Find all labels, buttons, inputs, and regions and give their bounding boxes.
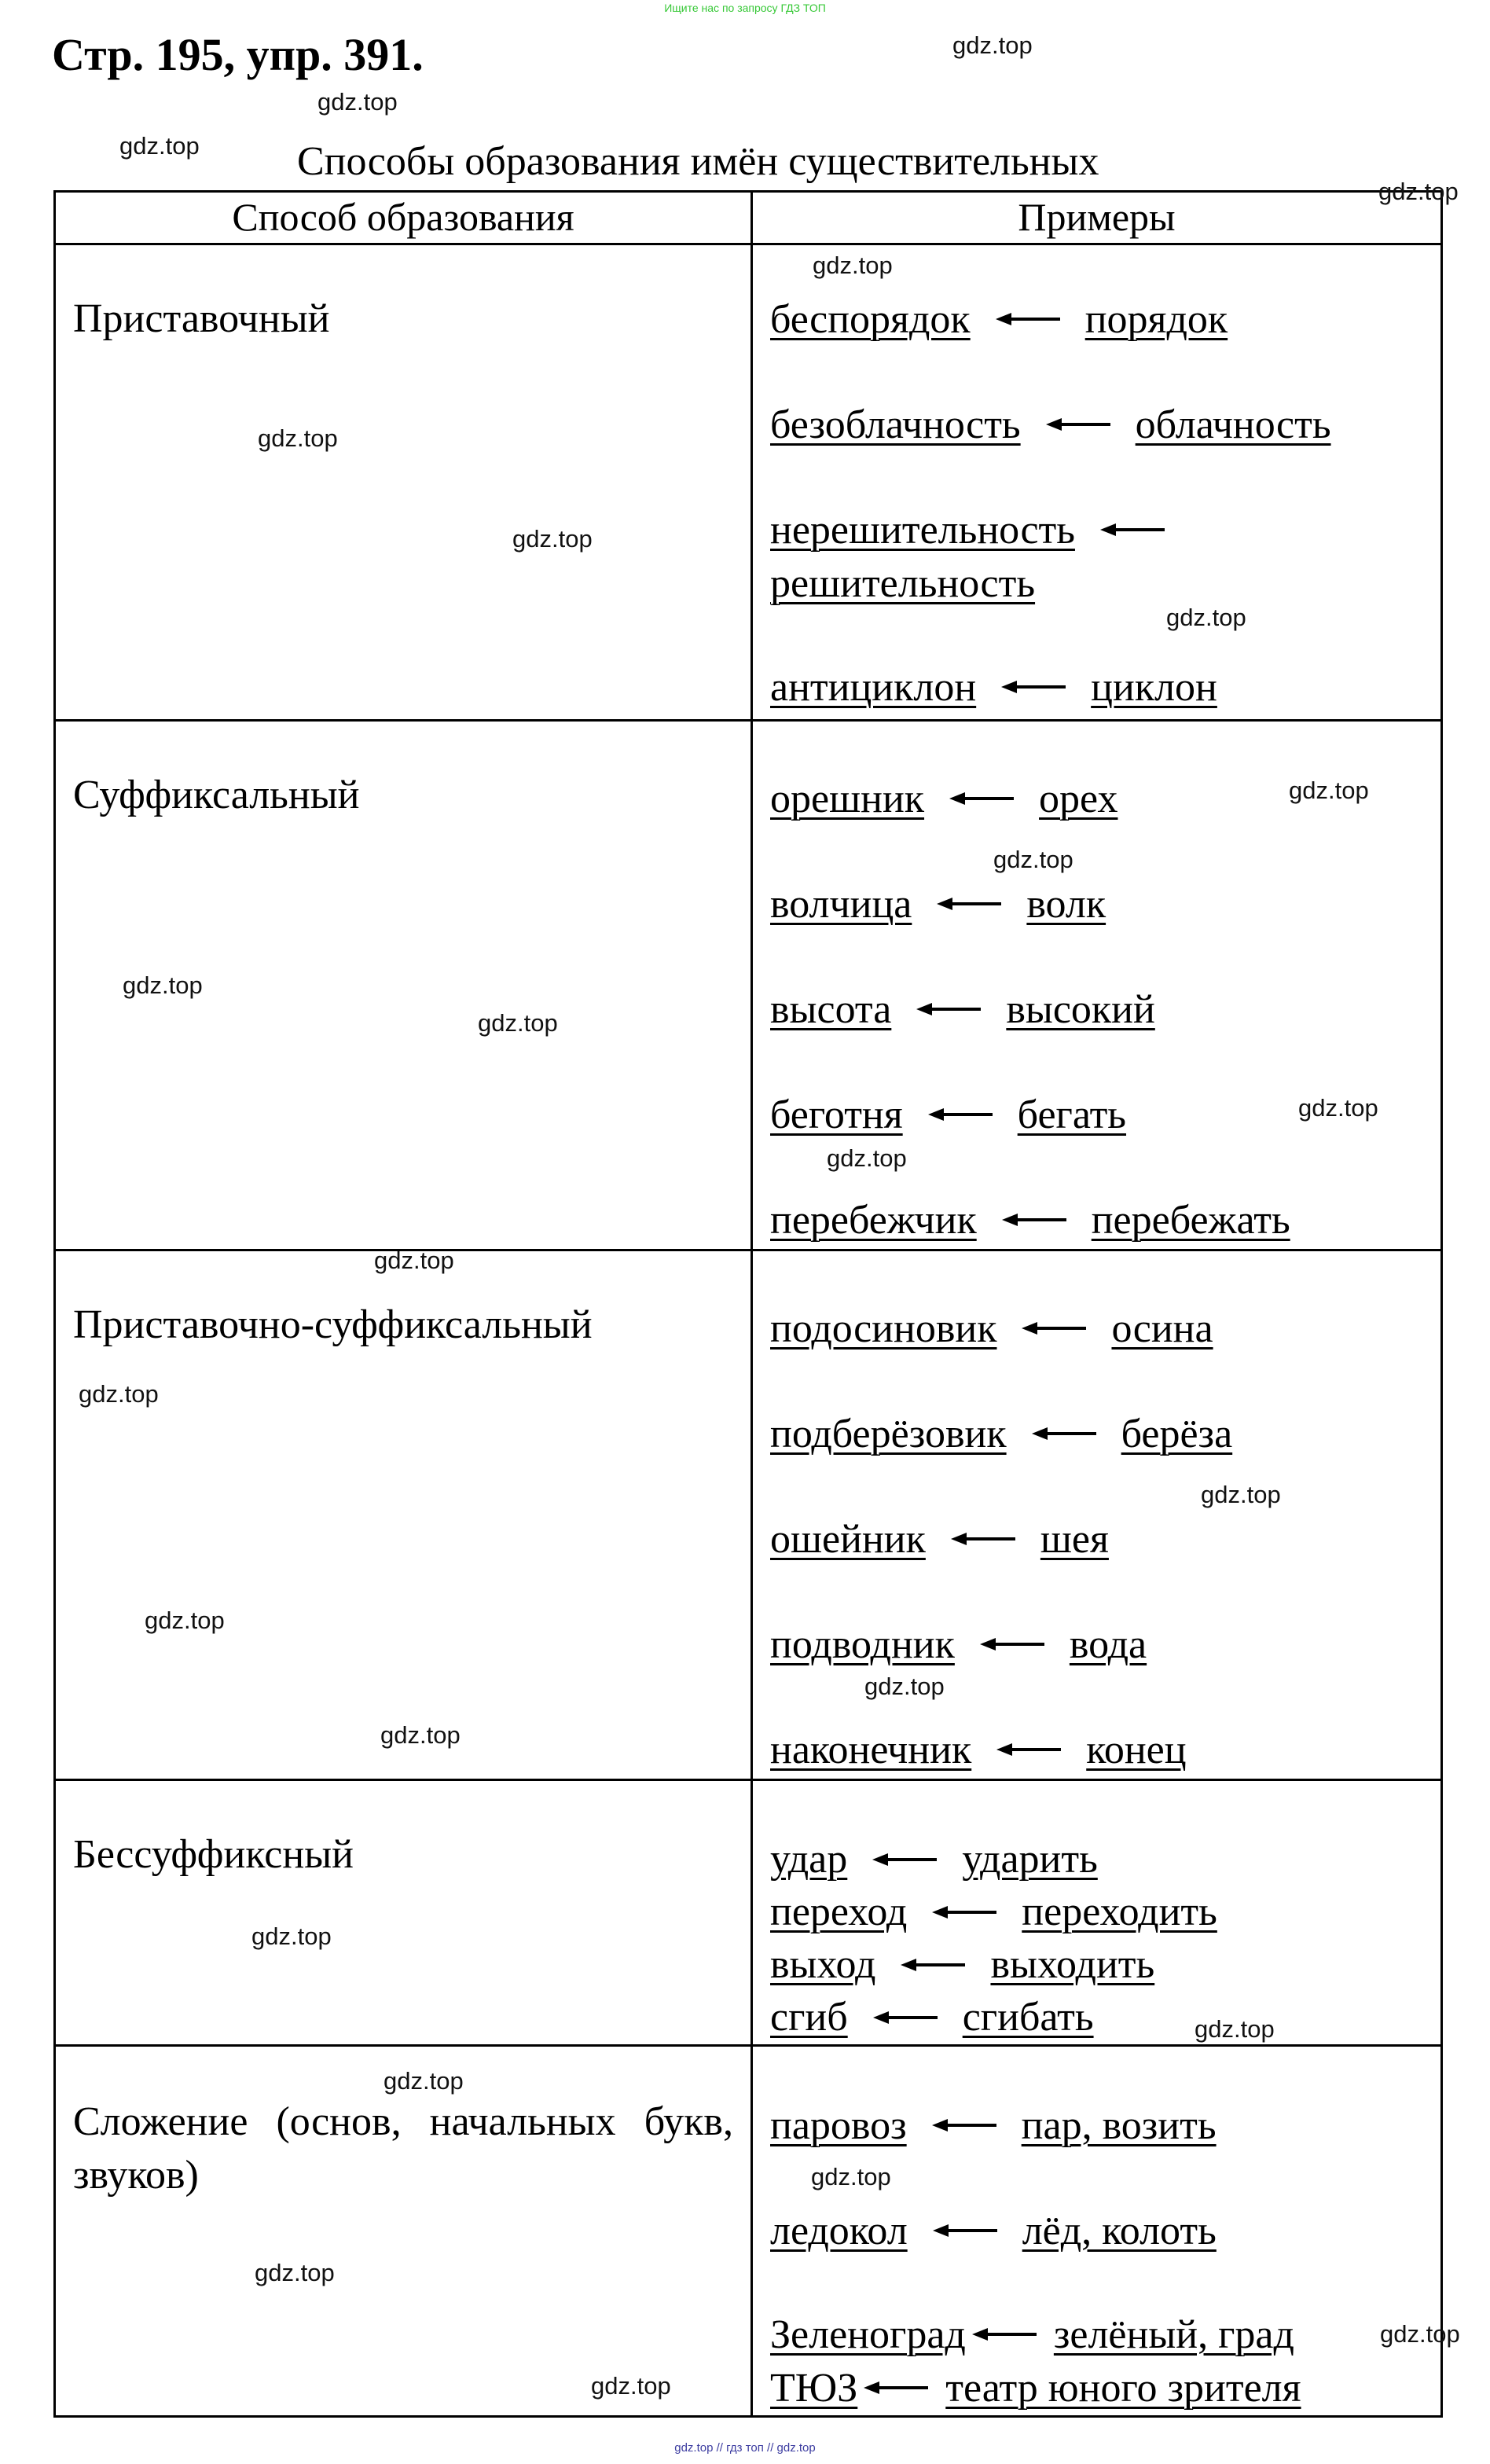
source-word: пар, возить: [1021, 2102, 1217, 2148]
arrow-left-icon: [933, 2223, 997, 2238]
source-word: бегать: [1017, 1092, 1127, 1137]
example-item: [770, 292, 1425, 346]
example-item: [770, 1407, 1425, 1460]
source-word: орех: [1039, 776, 1118, 821]
word-formation-table: [53, 190, 1443, 2418]
example-item: [770, 1886, 1425, 1938]
example-item: [770, 1833, 1425, 1886]
watermark: gdz.top: [79, 1380, 159, 1408]
example-item: [770, 2099, 1425, 2152]
arrow-left-icon: [972, 2326, 1037, 2342]
example-item: [770, 2308, 1425, 2361]
examples-cell: [752, 1780, 1442, 2046]
arrow-left-icon: [980, 1636, 1044, 1652]
table-row: [55, 1250, 1442, 1780]
watermark: gdz.top: [478, 1009, 558, 1037]
watermark: gdz.top: [374, 1247, 454, 1274]
derived-word: нерешительность: [770, 507, 1075, 553]
table-row: [55, 2046, 1442, 2417]
source-word: конец: [1086, 1727, 1187, 1772]
table-row: [55, 721, 1442, 1250]
example-item: [770, 1723, 1425, 1776]
derived-word: антициклон: [770, 664, 977, 710]
source-word: решительность: [770, 560, 1036, 606]
watermark: gdz.top: [864, 1673, 945, 1700]
watermark: gdz.top: [1166, 604, 1246, 631]
derived-word: сгиб: [770, 1995, 848, 2040]
watermark: gdz.top: [1195, 2015, 1275, 2043]
source-word: сгибать: [962, 1995, 1094, 2040]
watermark: gdz.top: [1201, 1481, 1281, 1508]
arrow-left-icon: [1100, 522, 1165, 538]
table-header-row: [55, 192, 1442, 244]
arrow-left-icon: [872, 1852, 937, 1867]
example-item: [770, 1512, 1425, 1566]
source-word: порядок: [1084, 296, 1228, 342]
arrow-left-icon: [1046, 417, 1110, 432]
derived-word: беготня: [770, 1092, 903, 1137]
source-word: осина: [1111, 1305, 1213, 1351]
exercise-heading: Стр. 195, упр. 391.: [52, 29, 424, 80]
method-cell: [55, 1780, 752, 2046]
source-word: ударить: [962, 1837, 1098, 1882]
source-word: переходить: [1022, 1889, 1217, 1934]
watermark: gdz.top: [255, 2259, 335, 2286]
derived-word: беспорядок: [770, 296, 971, 342]
watermark: gdz.top: [1380, 2320, 1460, 2348]
col-header-method: Способ образования: [55, 192, 752, 244]
derived-word: перебежчик: [770, 1197, 977, 1243]
arrow-left-icon: [916, 1001, 981, 1017]
watermark: gdz.top: [591, 2372, 671, 2400]
derived-word: паровоз: [770, 2102, 907, 2148]
arrow-left-icon: [1002, 1212, 1066, 1228]
source-word: вода: [1069, 1621, 1147, 1667]
example-item: [770, 660, 1425, 714]
derived-word: наконечник: [770, 1727, 972, 1772]
watermark: gdz.top: [251, 1922, 332, 1950]
example-continuation: [770, 556, 1425, 610]
derived-word: подберёзовик: [770, 1411, 1007, 1456]
table-row: [55, 244, 1442, 721]
arrow-left-icon: [901, 1957, 965, 1973]
examples-cell: [752, 1250, 1442, 1780]
derived-word: подводник: [770, 1621, 955, 1667]
derived-word: подосиновик: [770, 1305, 997, 1351]
watermark: gdz.top: [1289, 777, 1369, 804]
watermark: gdz.top: [512, 525, 593, 553]
example-item: [770, 1193, 1425, 1247]
derived-word: Зеленоград: [770, 2312, 966, 2357]
arrow-left-icon: [873, 2010, 938, 2025]
source-word: облачность: [1135, 402, 1331, 447]
arrow-left-icon: [951, 1531, 1015, 1547]
source-word: циклон: [1091, 664, 1217, 710]
example-item: [770, 877, 1425, 931]
arrow-left-icon: [937, 896, 1001, 912]
bottom-note: gdz.top // гдз топ // gdz.top: [674, 2441, 816, 2455]
example-item: [770, 398, 1425, 451]
watermark: gdz.top: [1298, 1094, 1378, 1122]
watermark: gdz.top: [145, 1607, 225, 1634]
example-item: [770, 1302, 1425, 1355]
source-word: выходить: [990, 1942, 1155, 1987]
arrow-left-icon: [932, 2117, 996, 2133]
watermark: gdz.top: [380, 1721, 461, 1749]
watermark: gdz.top: [119, 132, 200, 160]
col-header-examples: Примеры: [752, 192, 1442, 244]
method-label: Приставочный: [73, 296, 330, 341]
arrow-left-icon: [1032, 1426, 1096, 1441]
arrow-left-icon: [928, 1107, 993, 1122]
watermark: gdz.top: [811, 2163, 891, 2190]
watermark: gdz.top: [123, 971, 203, 999]
source-word: перебежать: [1091, 1197, 1290, 1243]
watermark: gdz.top: [1378, 178, 1459, 205]
top-search-note: Ищите нас по запросу ГДЗ ТОП: [664, 2, 826, 14]
watermark: gdz.top: [993, 846, 1073, 873]
example-item: [770, 1991, 1425, 2044]
source-word: шея: [1040, 1516, 1109, 1562]
derived-word: выход: [770, 1942, 876, 1987]
method-label: Бессуффиксный: [73, 1832, 354, 1877]
example-item: [770, 1938, 1425, 1991]
arrow-left-icon: [1001, 679, 1066, 695]
derived-word: высота: [770, 986, 892, 1032]
arrow-left-icon: [1022, 1320, 1086, 1336]
examples-cell: [752, 2046, 1442, 2417]
example-item: [770, 1618, 1425, 1671]
derived-word: переход: [770, 1889, 908, 1934]
arrow-left-icon: [996, 311, 1060, 327]
example-item: [770, 2361, 1425, 2414]
derived-word: орешник: [770, 776, 925, 821]
method-cell: [55, 244, 752, 721]
source-word: зелёный, град: [1053, 2312, 1294, 2357]
example-item: [770, 503, 1425, 556]
arrow-left-icon: [996, 1742, 1061, 1757]
derived-word: удар: [770, 1837, 848, 1882]
source-word: волк: [1026, 881, 1106, 927]
method-cell: [55, 2046, 752, 2417]
watermark: gdz.top: [827, 1144, 907, 1172]
derived-word: ошейник: [770, 1516, 926, 1562]
watermark: gdz.top: [258, 424, 338, 452]
method-cell: [55, 1250, 752, 1780]
derived-word: ледокол: [770, 2208, 908, 2253]
arrow-left-icon: [949, 791, 1014, 806]
derived-word: волчица: [770, 881, 912, 927]
method-label: Приставочно-суффиксальный: [73, 1302, 593, 1347]
source-word: высокий: [1006, 986, 1155, 1032]
watermark: gdz.top: [317, 88, 398, 116]
source-word: театр юного зрителя: [945, 2365, 1301, 2411]
example-item: [770, 2204, 1425, 2257]
watermark: gdz.top: [384, 2067, 464, 2095]
table-caption: Способы образования имён существительных: [297, 139, 1099, 184]
example-item: [770, 982, 1425, 1036]
method-label: Сложение (основ, начальных букв, звуков): [73, 2099, 733, 2198]
derived-word: безоблачность: [770, 402, 1021, 447]
source-word: лёд, колоть: [1022, 2208, 1217, 2253]
examples-cell: [752, 244, 1442, 721]
source-word: берёза: [1121, 1411, 1233, 1456]
watermark: gdz.top: [813, 252, 893, 279]
arrow-left-icon: [864, 2380, 928, 2396]
derived-word: ТЮЗ: [770, 2365, 858, 2411]
method-label: Суффиксальный: [73, 773, 360, 817]
arrow-left-icon: [932, 1904, 996, 1920]
table-row: [55, 1780, 1442, 2046]
watermark: gdz.top: [952, 31, 1033, 59]
